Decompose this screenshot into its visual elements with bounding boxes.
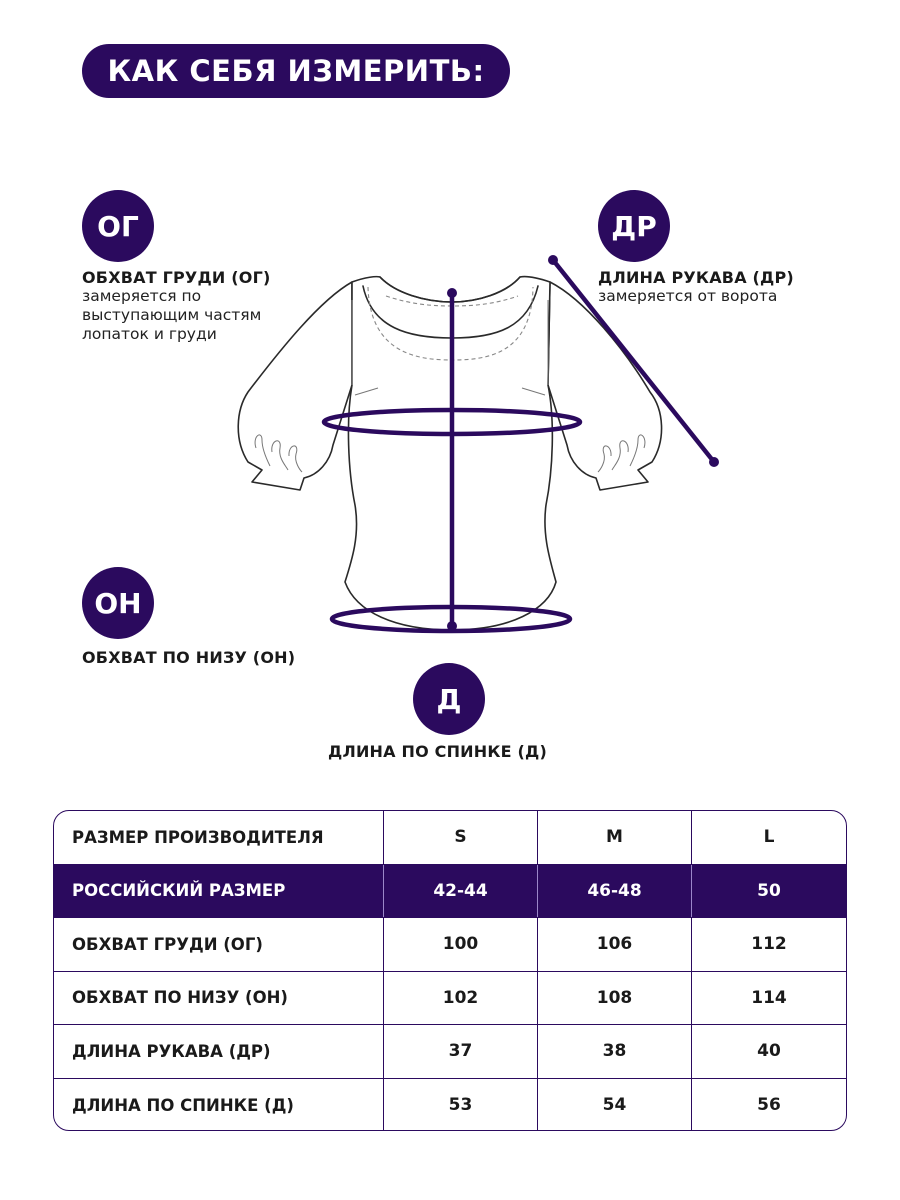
row-value: 100 [384, 918, 538, 971]
row-value: 56 [757, 1095, 781, 1116]
row-label: ОБХВАТ ГРУДИ (ОГ) [54, 918, 384, 971]
table-row [54, 1025, 846, 1079]
d-badge: Д [413, 663, 485, 735]
row-value: 112 [751, 934, 787, 955]
row-value: 53 [384, 1079, 538, 1132]
row-value: 102 [384, 972, 538, 1025]
og-description-line-1: замеряется по [82, 287, 202, 305]
header-size-m: M [538, 811, 692, 864]
row-value: 37 [384, 1025, 538, 1078]
row-value: 42-44 [384, 865, 538, 918]
dr-title: ДЛИНА РУКАВА (ДР) [598, 268, 794, 287]
dr-description-line-1: замеряется от ворота [598, 287, 778, 305]
header-size-s: S [384, 811, 538, 864]
row-value: 38 [538, 1025, 692, 1078]
table-row [54, 1079, 846, 1132]
on-badge: ОН [82, 567, 154, 639]
header-size-l: L [763, 827, 775, 848]
d-title: ДЛИНА ПО СПИНКЕ (Д) [328, 742, 548, 761]
d-label [328, 742, 547, 761]
og-title: ОБХВАТ ГРУДИ (ОГ) [82, 268, 271, 287]
row-label: ДЛИНА РУКАВА (ДР) [54, 1025, 384, 1078]
table-row [54, 918, 846, 972]
dr-badge: ДР [598, 190, 670, 262]
row-label: РОССИЙСКИЙ РАЗМЕР [54, 865, 384, 918]
table-header-row [54, 811, 846, 865]
row-value: 106 [538, 918, 692, 971]
row-label: ОБХВАТ ПО НИЗУ (ОН) [54, 972, 384, 1025]
row-value: 114 [751, 987, 787, 1008]
size-table [53, 810, 847, 1131]
row-value: 46-48 [538, 865, 692, 918]
row-label: ДЛИНА ПО СПИНКЕ (Д) [54, 1079, 384, 1132]
on-label [82, 648, 295, 667]
row-value: 40 [757, 1041, 781, 1062]
og-description-line-2: выступающим частям [82, 306, 262, 324]
header-label: РАЗМЕР ПРОИЗВОДИТЕЛЯ [54, 811, 384, 864]
table-row [54, 865, 846, 919]
og-badge: ОГ [82, 190, 154, 262]
dr-label [598, 268, 794, 306]
og-description-line-3: лопаток и груди [82, 325, 217, 343]
row-value: 50 [757, 880, 781, 901]
table-row [54, 972, 846, 1026]
page-title: КАК СЕБЯ ИЗМЕРИТЬ: [82, 44, 510, 98]
on-title: ОБХВАТ ПО НИЗУ (ОН) [82, 648, 296, 667]
row-value: 54 [538, 1079, 692, 1132]
row-value: 108 [538, 972, 692, 1025]
og-label [82, 268, 271, 344]
